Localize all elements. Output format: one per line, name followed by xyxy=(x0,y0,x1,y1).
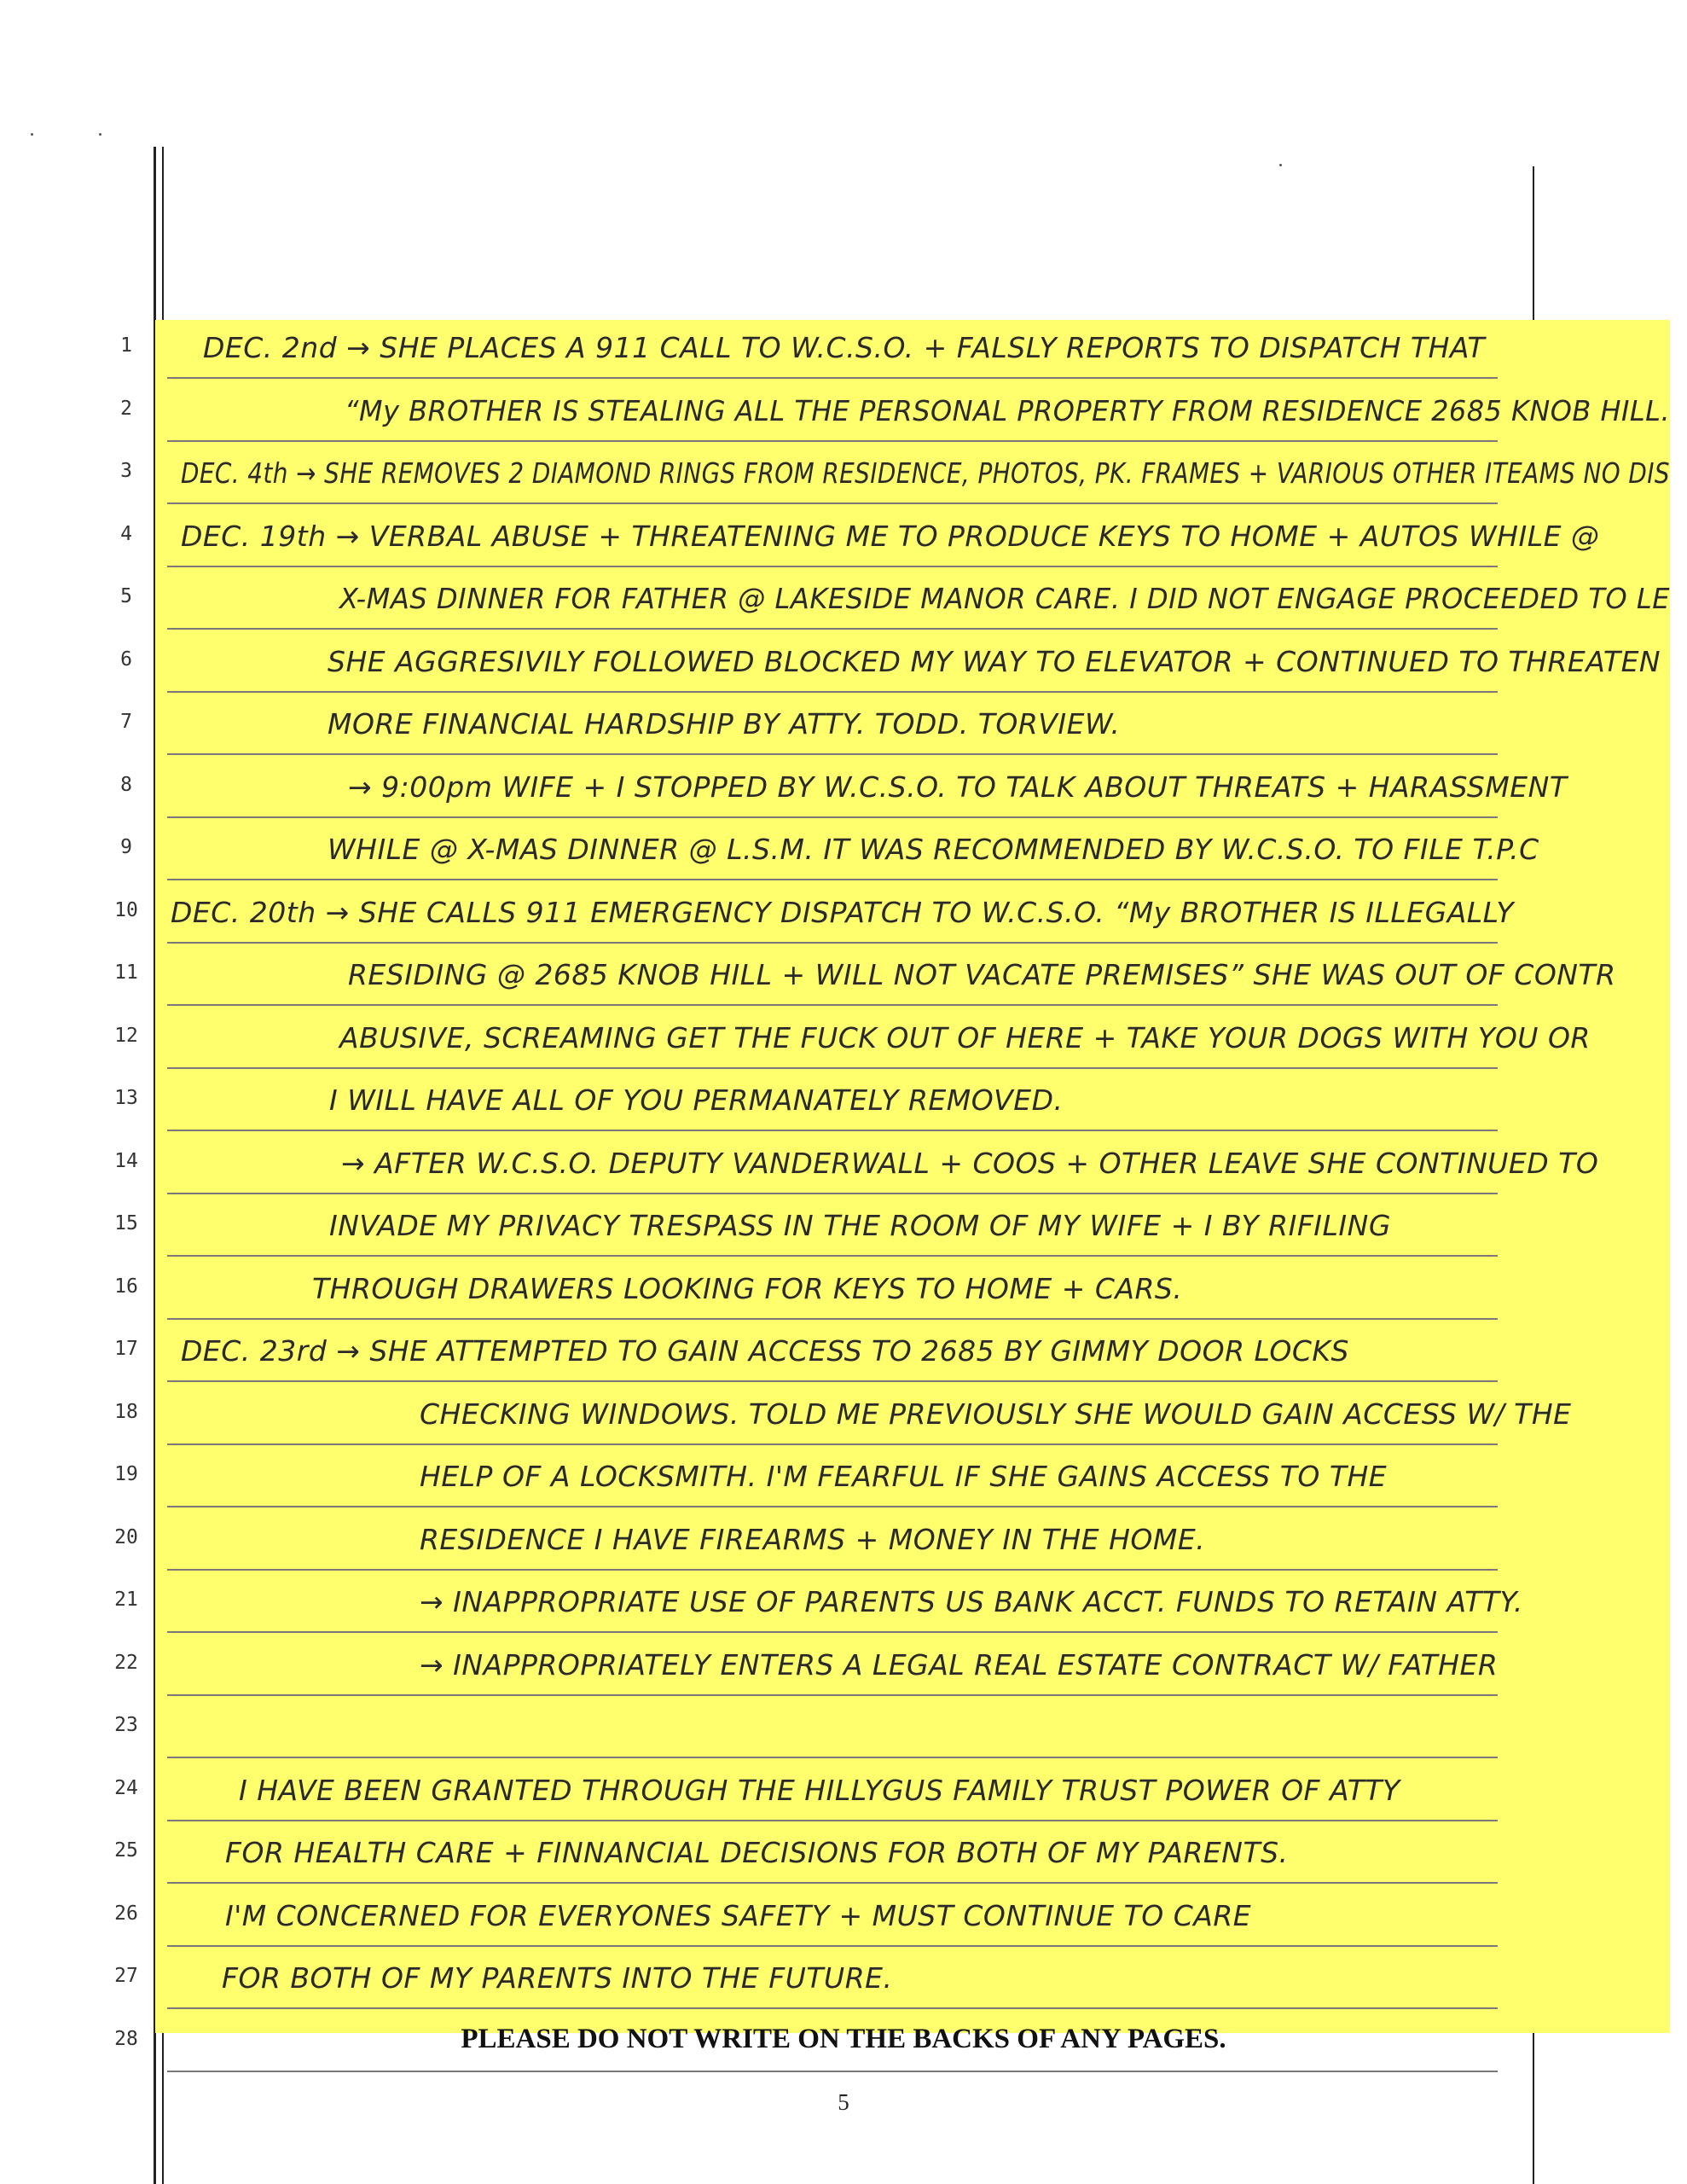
handwritten-line: DEC. 19th → VERBAL ABUSE + THREATENING ME TO PRODUCE KEYS TO HOME + AUTOS WHILE @ xyxy=(181,519,1600,553)
writing-line xyxy=(167,1255,1498,1257)
page-number: 5 xyxy=(838,2089,849,2115)
line-number: 26 xyxy=(114,1902,138,1925)
handwritten-line: I HAVE BEEN GRANTED THROUGH THE HILLYGUS FAMILY TRUST POWER OF ATTY xyxy=(239,1773,1400,1807)
line-number: 7 xyxy=(120,711,132,733)
writing-line xyxy=(167,2007,1498,2009)
handwritten-line: → INAPPROPRIATELY ENTERS A LEGAL REAL ESTATE CONTRACT W/ FATHER xyxy=(420,1647,1499,1682)
handwritten-line: RESIDING @ 2685 KNOB HILL + WILL NOT VACATE PREMISES” SHE WAS OUT OF CONTR xyxy=(348,958,1616,991)
writing-line xyxy=(167,816,1498,818)
handwritten-line: → INAPPROPRIATE USE OF PARENTS US BANK ACCT. FUNDS TO RETAIN ATTY. xyxy=(420,1585,1523,1618)
line-number: 1 xyxy=(120,334,132,357)
writing-line xyxy=(167,1130,1498,1131)
writing-line xyxy=(167,1882,1498,1884)
line-number: 27 xyxy=(114,1965,138,1987)
line-number: 10 xyxy=(114,898,138,921)
handwritten-line: INVADE MY PRIVACY TRESPASS IN THE ROOM OF MY WIFE + I BY RIFILING xyxy=(329,1209,1391,1242)
writing-line xyxy=(167,1380,1498,1382)
line-number: 25 xyxy=(114,1839,138,1862)
writing-line xyxy=(167,1067,1498,1069)
line-number: 13 xyxy=(114,1087,138,1109)
writing-line xyxy=(167,628,1498,630)
handwritten-line: SHE AGGRESIVILY FOLLOWED BLOCKED MY WAY TO ELEVATOR + CONTINUED TO THREATEN xyxy=(328,644,1661,678)
handwritten-line: DEC. 20th → SHE CALLS 911 EMERGENCY DISPATCH TO W.C.S.O. “My BROTHER IS ILLEGALLY xyxy=(171,895,1515,929)
writing-line xyxy=(167,1318,1498,1320)
line-number: 20 xyxy=(114,1525,138,1548)
writing-line xyxy=(167,753,1498,755)
line-number: 9 xyxy=(120,836,132,858)
handwritten-line: RESIDENCE I HAVE FIREARMS + MONEY IN THE HOME. xyxy=(420,1522,1206,1556)
line-number: 11 xyxy=(114,961,138,984)
handwritten-line: FOR HEALTH CARE + FINNANCIAL DECISIONS FOR BOTH OF MY PARENTS. xyxy=(225,1836,1289,1869)
writing-line xyxy=(167,1694,1498,1696)
line-number: 8 xyxy=(120,773,132,796)
handwritten-line: WHILE @ X-MAS DINNER @ L.S.M. IT WAS RECOMMENDED BY W.C.S.O. TO FILE T.P.C xyxy=(328,833,1539,866)
handwritten-line: DEC. 4th → SHE REMOVES 2 DIAMOND RINGS FROM RESIDENCE, PHOTOS, PK. FRAMES + VARIOUS OTHER ITEAMS NO DIS xyxy=(181,456,1670,490)
line-number: 19 xyxy=(114,1463,138,1485)
handwritten-line: I'M CONCERNED FOR EVERYONES SAFETY + MUST CONTINUE TO CARE xyxy=(225,1898,1252,1932)
writing-line xyxy=(167,879,1498,880)
handwritten-line: DEC. 2nd → SHE PLACES A 911 CALL TO W.C.S.O. + FALSLY REPORTS TO DISPATCH THAT xyxy=(203,331,1486,364)
handwritten-line: THROUGH DRAWERS LOOKING FOR KEYS TO HOME + CARS. xyxy=(312,1271,1183,1305)
handwritten-line: HELP OF A LOCKSMITH. I'M FEARFUL IF SHE GAINS ACCESS TO THE xyxy=(420,1460,1388,1493)
writing-line xyxy=(167,440,1498,442)
line-number: 28 xyxy=(114,2027,138,2050)
line-number: 3 xyxy=(120,460,132,482)
handwritten-line: FOR BOTH OF MY PARENTS INTO THE FUTURE. xyxy=(222,1961,893,1995)
line-number: 23 xyxy=(114,1714,138,1736)
line-number: 18 xyxy=(114,1400,138,1423)
footer-notice: PLEASE DO NOT WRITE ON THE BACKS OF ANY PAGES. xyxy=(461,2024,1226,2054)
writing-line xyxy=(167,2071,1498,2072)
line-number: 16 xyxy=(114,1275,138,1298)
scan-speck xyxy=(99,133,101,136)
handwritten-line: “My BROTHER IS STEALING ALL THE PERSONAL PROPERTY FROM RESIDENCE 2685 KNOB HILL. xyxy=(345,393,1671,427)
line-number: 15 xyxy=(114,1212,138,1234)
writing-line xyxy=(167,1757,1498,1758)
scan-speck xyxy=(1279,164,1282,166)
writing-line xyxy=(167,1506,1498,1507)
line-number: 6 xyxy=(120,648,132,671)
handwritten-line: DEC. 23rd → SHE ATTEMPTED TO GAIN ACCESS TO 2685 BY GIMMY DOOR LOCKS xyxy=(181,1334,1349,1368)
line-number: 5 xyxy=(120,585,132,607)
line-number: 2 xyxy=(120,397,132,420)
writing-line xyxy=(167,942,1498,944)
handwritten-line: → AFTER W.C.S.O. DEPUTY VANDERWALL + COOS + OTHER LEAVE SHE CONTINUED TO xyxy=(341,1146,1599,1180)
writing-line xyxy=(167,566,1498,567)
line-number: 17 xyxy=(114,1338,138,1360)
handwritten-line: → 9:00pm WIFE + I STOPPED BY W.C.S.O. TO TALK ABOUT THREATS + HARASSMENT xyxy=(348,770,1568,804)
line-number: 4 xyxy=(120,522,132,545)
handwritten-line: ABUSIVE, SCREAMING GET THE FUCK OUT OF HERE + TAKE YOUR DOGS WITH YOU OR xyxy=(339,1020,1591,1054)
line-number: 24 xyxy=(114,1776,138,1799)
writing-line xyxy=(167,502,1498,504)
handwritten-line: X-MAS DINNER FOR FATHER @ LAKESIDE MANOR CARE. I DID NOT ENGAGE PROCEEDED TO LE xyxy=(339,582,1671,615)
handwritten-line: MORE FINANCIAL HARDSHIP BY ATTY. TODD. TORVIEW. xyxy=(328,707,1121,741)
scan-speck xyxy=(31,133,33,136)
writing-line xyxy=(167,691,1498,693)
line-number: 22 xyxy=(114,1651,138,1674)
writing-line xyxy=(167,1631,1498,1633)
line-number: 12 xyxy=(114,1024,138,1047)
writing-line xyxy=(167,1569,1498,1571)
writing-line xyxy=(167,377,1498,379)
writing-line xyxy=(167,1193,1498,1194)
handwritten-line: I WILL HAVE ALL OF YOU PERMANATELY REMOVED. xyxy=(329,1083,1064,1117)
writing-line xyxy=(167,1443,1498,1445)
line-number: 21 xyxy=(114,1589,138,1611)
writing-line xyxy=(167,1004,1498,1006)
line-number: 14 xyxy=(114,1149,138,1172)
writing-line xyxy=(167,1945,1498,1947)
handwritten-line: CHECKING WINDOWS. TOLD ME PREVIOUSLY SHE WOULD GAIN ACCESS W/ THE xyxy=(420,1397,1572,1431)
writing-line xyxy=(167,1820,1498,1821)
